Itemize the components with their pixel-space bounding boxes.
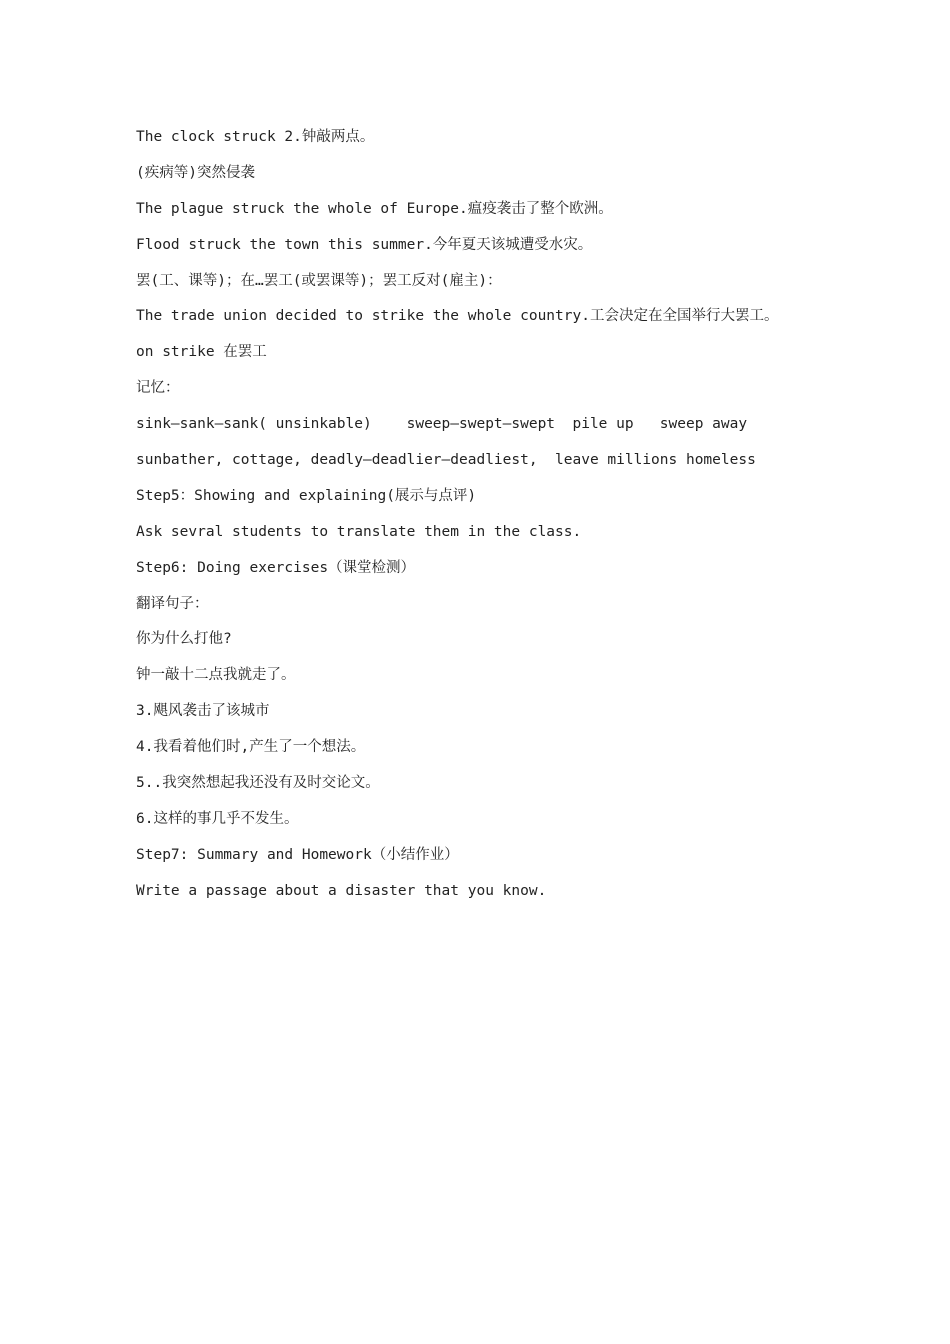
exercise-item: 4.我看着他们时,产生了一个想法。 [136,739,366,756]
text-line: Write a passage about a disaster that you know. [136,882,547,899]
text-line: Ask sevral students to translate them in the class. [136,523,582,540]
text-line: sink—sank—sank( unsinkable) sweep—swept—swept pile up sweep away [136,416,748,433]
text-line: The clock struck 2.钟敲两点。 [136,129,375,145]
exercise-item: 你为什么打他? [136,631,232,648]
section-label: 翻译句子： [136,595,209,612]
text-line: 罢(工、课等)；在…罢工(或罢课等)；罢工反对(雇主)： [136,272,502,289]
text-line: on strike 在罢工 [136,344,267,361]
exercise-item: 5..我突然想起我还没有及时交论文。 [136,775,380,792]
exercise-item: 钟一敲十二点我就走了。 [136,667,296,684]
exercise-item: 3.飓风袭击了该城市 [136,703,270,720]
step-heading: Step7: Summary and Homework（小结作业） [136,846,459,863]
section-label: 记忆： [136,380,180,397]
text-line: sunbather, cottage, deadly—deadlier—deadliest, leave millions homeless [136,452,756,469]
document-body [136,124,896,914]
step-heading: Step6: Doing exercises（课堂检测） [136,559,416,576]
text-line: Flood struck the town this summer.今年夏天该城遭受水灾。 [136,236,593,253]
text-line: The plague struck the whole of Europe.瘟疫袭击了整个欧洲。 [136,200,613,217]
text-line: The trade union decided to strike the whole country.工会决定在全国举行大罢工。 [136,308,779,325]
text-line: (疾病等)突然侵袭 [136,164,255,181]
step-heading: Step5：Showing and explaining(展示与点评) [136,487,477,504]
exercise-item: 6.这样的事几乎不发生。 [136,810,299,827]
